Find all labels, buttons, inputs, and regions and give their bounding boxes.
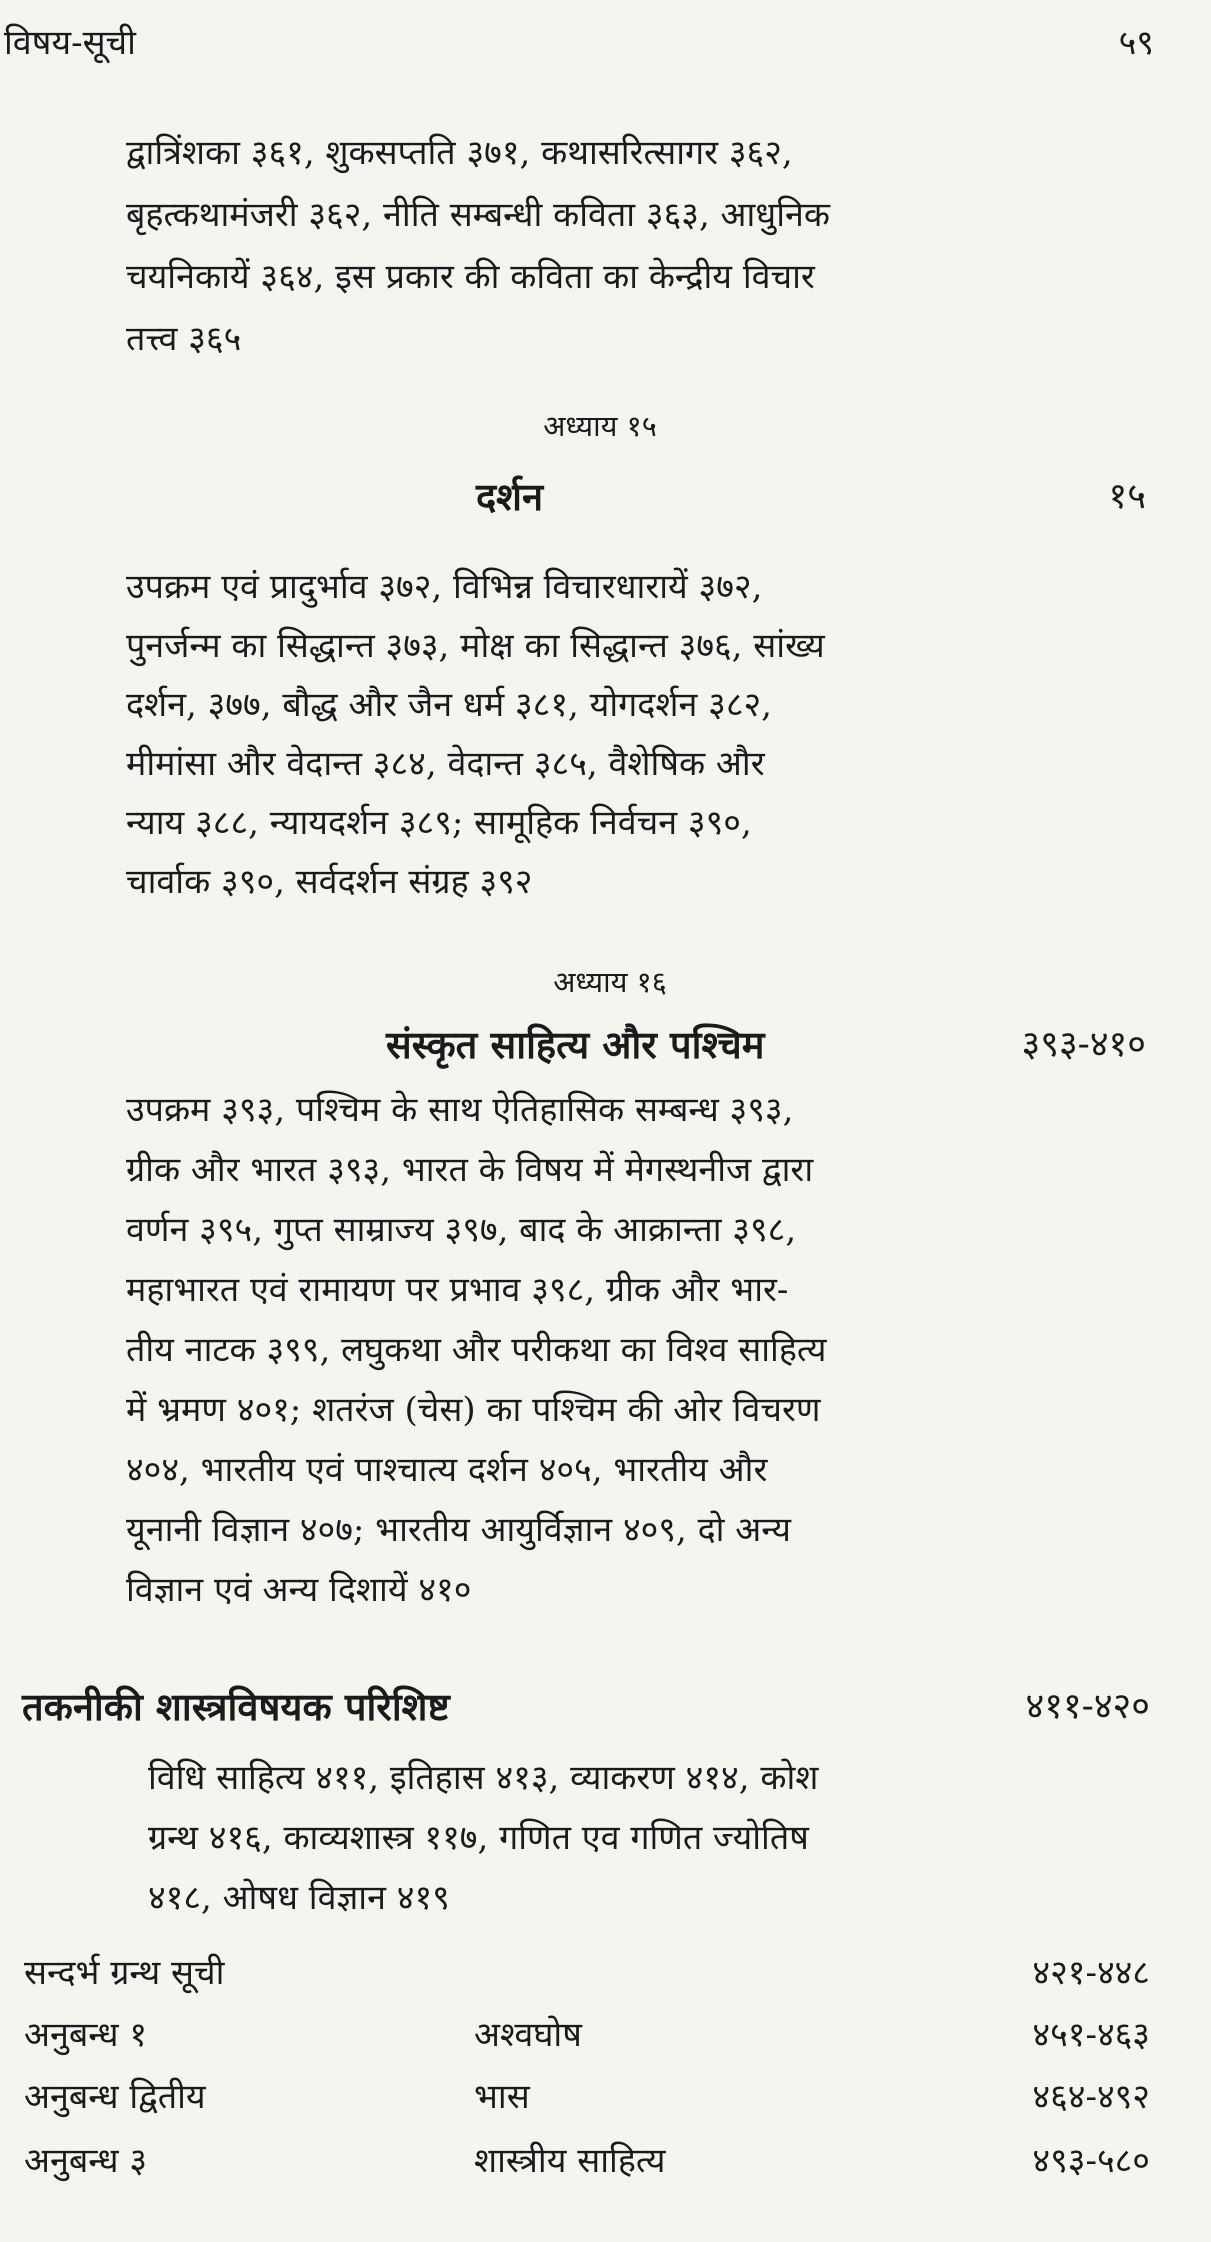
text-line: उपक्रम ३९३, पश्चिम के साथ ऐतिहासिक सम्बन्ध ३९३,: [126, 1090, 794, 1130]
appendix-title: तकनीकी शास्त्रविषयक परिशिष्ट: [22, 1684, 450, 1729]
chapter-15-page-range: १५: [1108, 476, 1146, 517]
text-line: बृहत्कथामंजरी ३६२, नीति सम्बन्धी कविता ३६३, आधुनिक: [126, 195, 831, 235]
list-item-page-range: ४९३-५८०: [1032, 2141, 1150, 2181]
running-title: विषय-सूची: [4, 23, 136, 63]
list-item-subject: अश्वघोष: [474, 2015, 582, 2055]
text-line: उपक्रम एवं प्रादुर्भाव ३७२, विभिन्न विचारधारायें ३७२,: [126, 567, 763, 607]
appendix-heading: [22, 1680, 1150, 1732]
chapter-15-title: दर्शन: [476, 474, 544, 519]
chapter-16-label: अध्याय १६: [553, 965, 667, 999]
appendix-contents: [148, 1748, 1028, 1928]
text-line: विज्ञान एवं अन्य दिशायें ४१०: [126, 1570, 472, 1610]
text-line: चार्वाक ३९०, सर्वदर्शन संग्रह ३९२: [126, 862, 533, 902]
chapter-15-label: अध्याय १५: [543, 409, 657, 443]
chapter-15-contents: [126, 558, 1026, 912]
text-line: चयनिकायें ३६४, इस प्रकार की कविता का केन्द्रीय विचार: [126, 257, 815, 297]
page-number: ५९: [1118, 23, 1154, 63]
text-line: महाभारत एवं रामायण पर प्रभाव ३९८, ग्रीक और भार-: [126, 1270, 789, 1310]
chapter-16-title: संस्कृत साहित्य और पश्चिम: [386, 1022, 765, 1067]
text-line: तीय नाटक ३९९, लघुकथा और परीकथा का विश्व साहित्य: [126, 1330, 827, 1370]
text-line: में भ्रमण ४०१; शतरंज (चेस) का पश्चिम की ओर विचरण: [126, 1390, 821, 1430]
text-line: ४०४, भारतीय एवं पाश्चात्य दर्शन ४०५, भारतीय और: [126, 1450, 768, 1490]
appendix-page-range: ४११-४२०: [1025, 1686, 1150, 1727]
text-line: द्वात्रिंशका ३६१, शुकसप्तति ३७१, कथासरित्सागर ३६२,: [126, 133, 793, 173]
list-item-page-range: ४५१-४६३: [1032, 2015, 1150, 2055]
text-line: ग्रन्थ ४१६, काव्यशास्त्र ११७, गणित एव गणित ज्योतिष: [148, 1818, 809, 1858]
list-item-title: अनुबन्ध द्वितीय: [24, 2077, 206, 2117]
text-line: न्याय ३८८, न्यायदर्शन ३८९; सामूहिक निर्वचन ३९०,: [126, 803, 752, 843]
text-line: विधि साहित्य ४११, इतिहास ४१३, व्याकरण ४१४, कोश: [148, 1758, 819, 1798]
list-item-page-range: ४६४-४९२: [1032, 2077, 1150, 2117]
text-line: ४१८, ओषध विज्ञान ४१९: [148, 1878, 450, 1918]
list-item-title: सन्दर्भ ग्रन्थ सूची: [24, 1953, 225, 1993]
list-item: [24, 2010, 1150, 2056]
list-item-title: अनुबन्ध १: [24, 2015, 148, 2055]
list-item: [24, 1948, 1150, 1994]
chapter-16-page-range: ३९३-४१०: [1021, 1024, 1146, 1065]
text-line: तत्त्व ३६५: [126, 319, 242, 359]
text-line: ग्रीक और भारत ३९३, भारत के विषय में मेगस्थनीज द्वारा: [126, 1150, 814, 1190]
intro-paragraph: [126, 122, 1026, 370]
list-item-subject: शास्त्रीय साहित्य: [474, 2141, 666, 2181]
list-item: [24, 2136, 1150, 2182]
chapter-16-contents: [126, 1080, 1026, 1620]
text-line: पुनर्जन्म का सिद्धान्त ३७३, मोक्ष का सिद्धान्त ३७६, सांख्य: [126, 626, 825, 666]
list-item-page-range: ४२१-४४८: [1032, 1953, 1150, 1993]
text-line: वर्णन ३९५, गुप्त साम्राज्य ३९७, बाद के आक्रान्ता ३९८,: [126, 1210, 797, 1250]
text-line: दर्शन, ३७७, बौद्ध और जैन धर्म ३८१, योगदर्शन ३८२,: [126, 685, 772, 725]
list-item: [24, 2072, 1150, 2118]
text-line: यूनानी विज्ञान ४०७; भारतीय आयुर्विज्ञान ४०९, दो अन्य: [126, 1510, 792, 1550]
list-item-title: अनुबन्ध ३: [24, 2141, 148, 2181]
text-line: मीमांसा और वेदान्त ३८४, वेदान्त ३८५, वैशेषिक और: [126, 744, 765, 784]
running-header: [4, 18, 1154, 64]
list-item-subject: भास: [474, 2077, 530, 2117]
